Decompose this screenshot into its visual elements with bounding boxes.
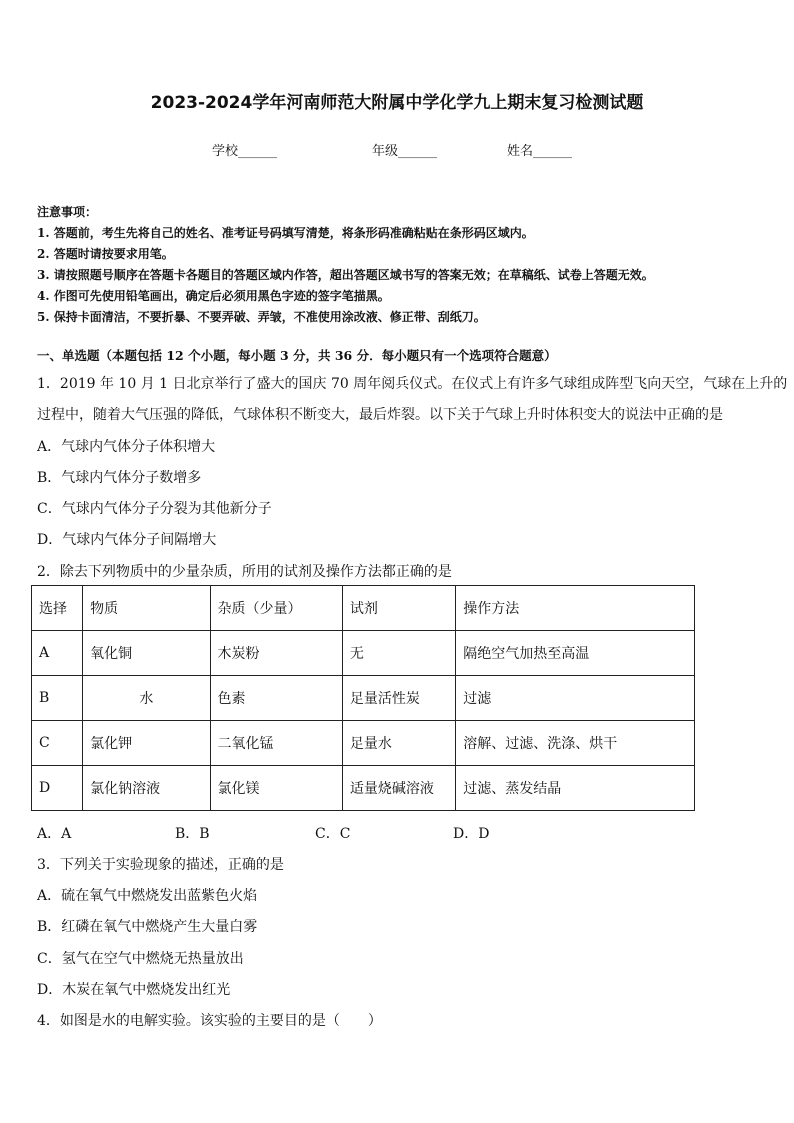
- name-label: 姓名: [507, 144, 534, 159]
- school-field[interactable]: [212, 140, 277, 159]
- q2-option-a: A．A: [37, 826, 72, 842]
- q1-option-d: D．气球内气体分子间隔增大: [37, 532, 217, 548]
- page-title: 2023-2024学年河南师范大附属中学化学九上期末复习检测试题: [150, 93, 644, 113]
- student-info-line: [0, 140, 794, 160]
- header-cell: 试剂: [342, 586, 455, 631]
- q2-answer-options: [37, 823, 737, 843]
- header-cell: 物质: [83, 586, 210, 631]
- grade-blank: ______: [398, 144, 438, 159]
- table-cell: 氯化镁: [210, 766, 342, 811]
- grade-label: 年级: [372, 144, 399, 159]
- note-item: 3. 请按照题号顺序在答题卡各题目的答题区域内作答，超出答题区域书写的答案无效；在草稿纸、试卷上答题无效。: [37, 268, 654, 282]
- table-cell: D: [32, 766, 83, 811]
- table-cell: 水: [83, 676, 210, 721]
- q2-stem: 2．除去下列物质中的少量杂质，所用的试剂及操作方法都正确的是: [37, 564, 452, 580]
- table-cell: 过滤: [456, 676, 695, 721]
- table-cell: A: [32, 631, 83, 676]
- table-row: [32, 721, 695, 766]
- table-cell: 隔绝空气加热至高温: [456, 631, 695, 676]
- q1-option-b: B．气球内气体分子数增多: [37, 470, 202, 486]
- school-label: 学校: [212, 144, 239, 159]
- q3-option-d: D．木炭在氧气中燃烧发出红光: [37, 982, 231, 998]
- table-cell: 溶解、过滤、洗涤、烘干: [456, 721, 695, 766]
- table-cell: 氯化钠溶液: [83, 766, 210, 811]
- section-heading: 一、单选题（本题包括 12 个小题，每小题 3 分，共 36 分．每小题只有一个选项符合题意）: [37, 348, 557, 363]
- header-cell: 杂质（少量）: [210, 586, 342, 631]
- table-cell: 二氧化锰: [210, 721, 342, 766]
- name-blank: ______: [533, 144, 573, 159]
- table-cell: 过滤、蒸发结晶: [456, 766, 695, 811]
- notes-heading: 注意事项：: [37, 205, 98, 219]
- table-cell: 适量烧碱溶液: [342, 766, 455, 811]
- q1-stem-line1: 1．2019 年 10 月 1 日北京举行了盛大的国庆 70 周年阅兵仪式。在仪式上有许多气球组成阵型飞向天空，气球在上升的: [37, 376, 788, 392]
- header-cell: 操作方法: [456, 586, 695, 631]
- table-cell: C: [32, 721, 83, 766]
- note-item: 4. 作图可先使用铅笔画出，确定后必须用黑色字迹的签字笔描黑。: [37, 289, 390, 303]
- q2-option-c: C．C: [315, 826, 351, 842]
- table-header-row: [32, 586, 695, 631]
- table-cell: 足量水: [342, 721, 455, 766]
- table-cell: 色素: [210, 676, 342, 721]
- header-cell: 选择: [32, 586, 83, 631]
- name-field[interactable]: [507, 140, 572, 159]
- note-item: 1. 答题前，考生先将自己的姓名、准考证号码填写清楚，将条形码准确粘贴在条形码区域内。: [37, 226, 534, 240]
- table-cell: 无: [342, 631, 455, 676]
- q2-option-d: D．D: [453, 826, 490, 842]
- q1-stem-line2: 过程中，随着大气压强的降低，气球体积不断变大，最后炸裂。以下关于气球上升时体积变大的说法中正确的是: [37, 407, 723, 423]
- q1-option-c: C．气球内气体分子分裂为其他新分子: [37, 501, 272, 517]
- notes-block: [37, 202, 777, 328]
- table-row: [32, 676, 695, 721]
- q4-stem: 4．如图是水的电解实验。该实验的主要目的是（ ）: [37, 1013, 382, 1029]
- table-row: [32, 631, 695, 676]
- q3-option-c: C．氢气在空气中燃烧无热量放出: [37, 951, 244, 967]
- school-blank: ______: [238, 144, 278, 159]
- note-item: 5. 保持卡面清洁，不要折暴、不要弄破、弄皱，不准使用涂改液、修正带、刮纸刀。: [37, 310, 486, 324]
- table-cell: B: [32, 676, 83, 721]
- q2-table: [31, 585, 695, 811]
- table-row: [32, 766, 695, 811]
- table-cell: 木炭粉: [210, 631, 342, 676]
- q3-option-a: A．硫在氧气中燃烧发出蓝紫色火焰: [37, 888, 258, 904]
- table-cell: 氧化铜: [83, 631, 210, 676]
- q1-option-a: A．气球内气体分子体积增大: [37, 439, 216, 455]
- q2-option-b: B．B: [175, 826, 210, 842]
- grade-field[interactable]: [372, 140, 437, 159]
- table-cell: 足量活性炭: [342, 676, 455, 721]
- note-item: 2. 答题时请按要求用笔。: [37, 247, 174, 261]
- q3-stem: 3．下列关于实验现象的描述，正确的是: [37, 857, 284, 873]
- q3-option-b: B．红磷在氧气中燃烧产生大量白雾: [37, 919, 258, 935]
- table-cell: 氯化钾: [83, 721, 210, 766]
